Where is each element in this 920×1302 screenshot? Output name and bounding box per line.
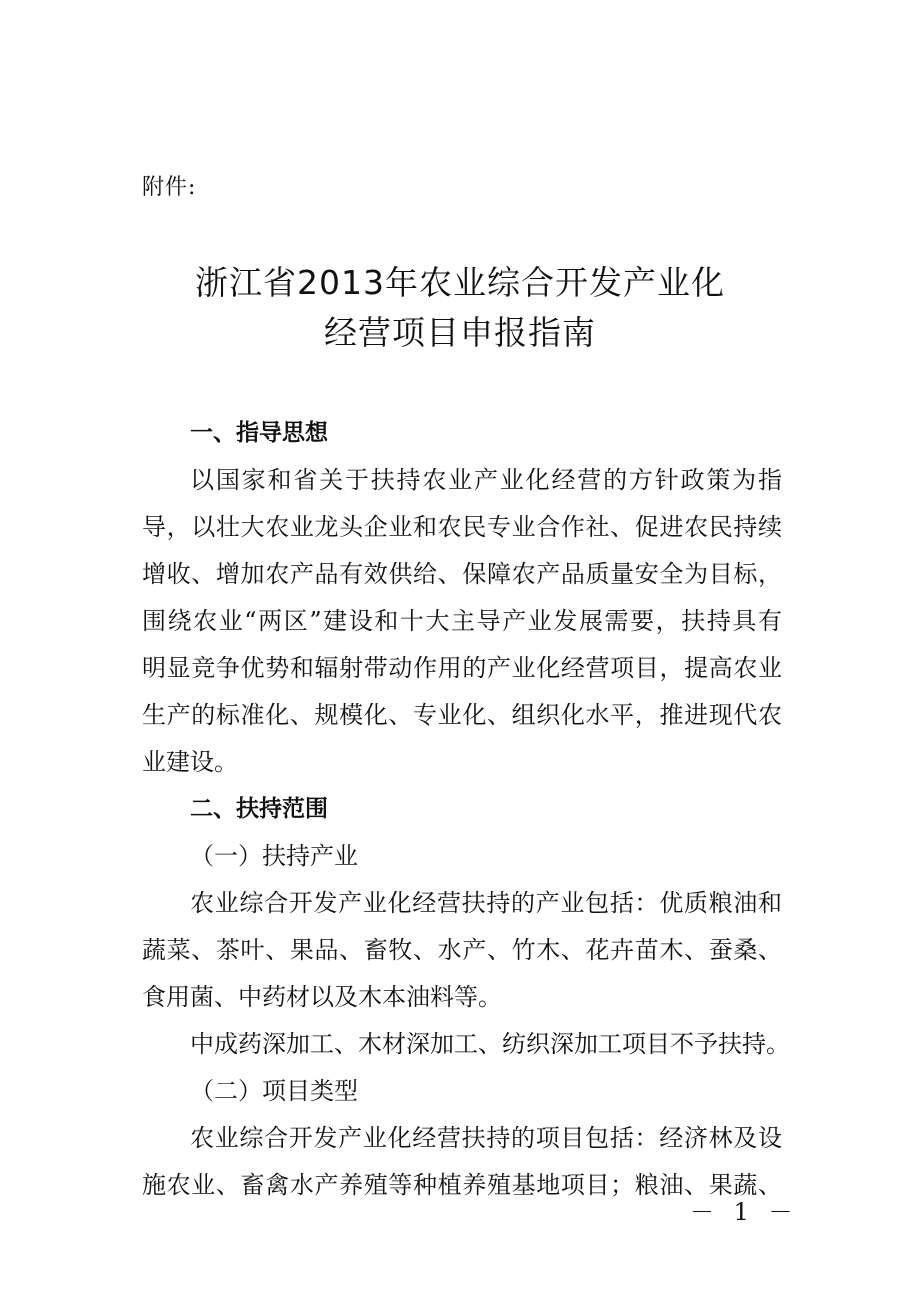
paragraph-line: 施农业、畜禽水产养殖等种植养殖基地项目；粮油、果蔬、 [142,1171,782,1199]
paragraph-line: 增收、增加农产品有效供给、保障农产品质量安全为目标， [142,560,782,588]
paragraph-line: 明显竞争优势和辐射带动作用的产业化经营项目，提高农业 [142,654,782,682]
paragraph-line: 农业综合开发产业化经营扶持的项目包括：经济林及设 [190,1124,782,1152]
page-number: － 1 － [690,1198,799,1226]
paragraph-line: 生产的标准化、规模化、专业化、组织化水平，推进现代农 [142,701,782,729]
paragraph-line: 蔬菜、茶叶、果品、畜牧、水产、竹木、花卉苗木、蚕桑、 [142,936,782,964]
document-title-line-2: 经营项目申报指南 [324,313,596,352]
paragraph-line: 围绕农业“两区”建设和十大主导产业发展需要，扶持具有 [142,607,782,635]
paragraph-line: 以国家和省关于扶持农业产业化经营的方针政策为指 [190,466,782,494]
section-heading-guiding-thought: 一、指导思想 [190,420,328,446]
document-title-line-1: 浙江省2013年农业综合开发产业化 [195,263,725,302]
subsection-heading-project-types: （二）项目类型 [190,1077,358,1105]
paragraph-line-exclusion: 中成药深加工、木材深加工、纺织深加工项目不予扶持。 [190,1030,790,1058]
section-heading-scope: 二、扶持范围 [190,796,328,822]
paragraph-line: 农业综合开发产业化经营扶持的产业包括：优质粮油和 [190,889,782,917]
paragraph-line: 业建设。 [142,748,238,776]
subsection-heading-industries: （一）扶持产业 [190,842,358,870]
paragraph-line: 导，以壮大农业龙头企业和农民专业合作社、促进农民持续 [142,513,782,541]
document-body [142,410,790,1209]
attachment-label: 附件: [142,175,197,200]
paragraph-line: 食用菌、中药材以及木本油料等。 [142,983,502,1011]
